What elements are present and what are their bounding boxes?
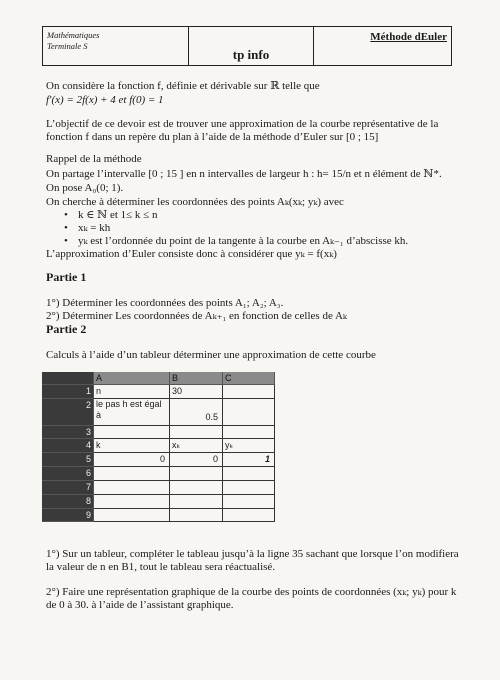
cell-b3 <box>170 426 223 439</box>
cell <box>94 481 170 495</box>
cell-c1 <box>223 385 275 399</box>
text-line: On cherche à déterminer les coordonnées des points Aₖ(xₖ; yₖ) avec <box>46 196 344 208</box>
part-1-title: Partie 1 <box>46 270 87 284</box>
class-label: Terminale S <box>47 41 88 51</box>
cell <box>94 509 170 522</box>
row-header: 1 <box>42 385 94 399</box>
col-header: B <box>170 372 223 385</box>
question: 1°) Sur un tableur, compléter le tableau jusqu’à la ligne 35 sachant que lorsque l’on modifiera <box>46 548 459 560</box>
cell-b2: 0.5 <box>170 399 223 426</box>
part-2-title: Partie 2 <box>46 322 87 336</box>
cell-c5: 1 <box>223 453 275 467</box>
spreadsheet <box>42 372 275 522</box>
row-header: 5 <box>42 453 94 467</box>
row-header: 8 <box>42 495 94 509</box>
subject-label: Mathématiques <box>47 30 100 40</box>
method-label: Méthode dEuler <box>370 31 447 43</box>
bullet-item: • xₖ = kh <box>78 222 110 234</box>
cell <box>223 509 275 522</box>
section-heading: Rappel de la méthode <box>46 153 142 165</box>
cell <box>94 467 170 481</box>
cell-b5: 0 <box>170 453 223 467</box>
row-header: 3 <box>42 426 94 439</box>
text-line: On pose A₀(0; 1). <box>46 182 124 194</box>
text-line: L’approximation d’Euler consiste donc à considérer que yₖ = f(xₖ) <box>46 248 337 260</box>
cell <box>223 495 275 509</box>
row-header: 9 <box>42 509 94 522</box>
row-header: 7 <box>42 481 94 495</box>
bullet-item: • k ∈ ℕ et 1≤ k ≤ n <box>78 209 157 221</box>
page-title: tp info <box>232 47 270 62</box>
text-line: On considère la fonction f, définie et dérivable sur ℝ telle que <box>46 80 320 92</box>
cell <box>170 467 223 481</box>
cell <box>170 509 223 522</box>
cell <box>223 481 275 495</box>
cell-c3 <box>223 426 275 439</box>
cell-b1: 30 <box>170 385 223 399</box>
cell <box>223 467 275 481</box>
header-box <box>42 26 452 66</box>
row-header: 2 <box>42 399 94 426</box>
text-line: L’objectif de ce devoir est de trouver une approximation de la courbe représentative de la <box>46 118 439 130</box>
cell-a3 <box>94 426 170 439</box>
cell-a2: le pas h est égal à <box>94 399 170 426</box>
cell <box>94 495 170 509</box>
cell <box>170 481 223 495</box>
text-line: fonction f dans un repère du plan à l’aide de la méthode d’Euler sur [0 ; 15] <box>46 131 379 143</box>
cell-a4: k <box>94 439 170 453</box>
sheet-corner <box>42 372 94 385</box>
equation-line: f′(x) = 2f(x) + 4 et f(0) = 1 <box>46 94 164 106</box>
question: 1°) Déterminer les coordonnées des points A₁; A₂; A₃. <box>46 297 284 309</box>
text-line: On partage l’intervalle [0 ; 15 ] en n intervalles de largeur h : h= 15/n et n élément de ℕ*. <box>46 168 442 180</box>
cell-a1: n <box>94 385 170 399</box>
question: 2°) Déterminer Les coordonnées de Aₖ₊₁ en fonction de celles de Aₖ <box>46 310 347 322</box>
row-header: 4 <box>42 439 94 453</box>
cell-c4: yₖ <box>223 439 275 453</box>
header-left <box>43 27 189 65</box>
header-right <box>314 27 451 65</box>
text-line: Calculs à l’aide d’un tableur déterminer une approximation de cette courbe <box>46 349 376 361</box>
col-header: C <box>223 372 275 385</box>
row-header: 6 <box>42 467 94 481</box>
bullet-item: • yₖ est l’ordonnée du point de la tangente à la courbe en Aₖ₋₁ d’abscisse kh. <box>78 235 408 247</box>
cell-b4: xₖ <box>170 439 223 453</box>
question: 2°) Faire une représentation graphique de la courbe des points de coordonnées (xₖ; yₖ) pour k <box>46 586 457 598</box>
question: de 0 à 30. à l’aide de l’assistant graphique. <box>46 599 234 611</box>
col-header: A <box>94 372 170 385</box>
header-middle <box>189 27 314 65</box>
cell-a5: 0 <box>94 453 170 467</box>
cell <box>170 495 223 509</box>
cell-c2 <box>223 399 275 426</box>
question: la valeur de n en B1, tout le tableau sera réactualisé. <box>46 561 276 573</box>
